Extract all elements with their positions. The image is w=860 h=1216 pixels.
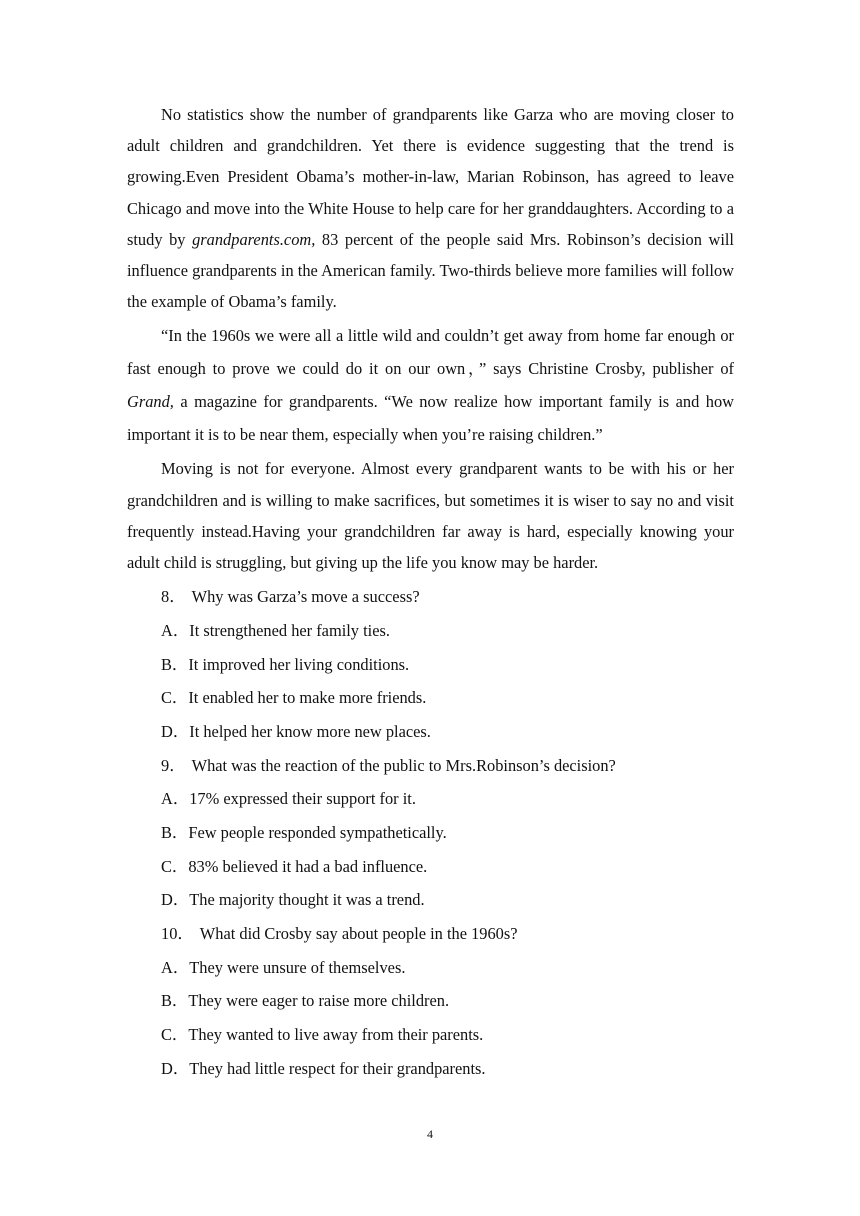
option-9c — [161, 850, 734, 884]
option-text: It strengthened her family ties. — [189, 620, 390, 640]
question-9 — [161, 749, 734, 783]
question-text: What did Crosby say about people in the 1960s? — [199, 924, 518, 944]
paragraph-2 — [127, 319, 734, 451]
option-letter: B． — [161, 654, 189, 674]
option-letter: C． — [161, 1025, 189, 1045]
option-letter: B． — [161, 991, 189, 1011]
paragraph-1-text-b: 83 percent of the people said Mrs. Robinson’s decision will influence grandparents in the American family. Two-thirds believe more families will follow the example of Obama’s family. — [127, 229, 734, 312]
paragraph-3: Moving is not for everyone. Almost every grandparent wants to be with his or her grandchildren and is willing to make sacrifices, but sometimes it is wiser to say no and visit frequently instead.Having your grandchildren far away is hard, especially knowing your adult child is struggling, but giving up the life you know may be harder. — [127, 459, 734, 573]
question-text: What was the reaction of the public to Mrs.Robinson’s decision? — [191, 755, 616, 775]
option-letter: A． — [161, 789, 190, 809]
question-text: Why was Garza’s move a success? — [191, 587, 420, 607]
option-letter: C． — [161, 688, 189, 708]
paragraph-1 — [127, 99, 734, 317]
option-text: The majority thought it was a trend. — [189, 890, 425, 910]
question-10 — [161, 917, 734, 951]
question-number: 9． — [161, 755, 186, 775]
option-10b — [161, 984, 734, 1018]
option-text: It improved her living conditions. — [188, 654, 410, 674]
option-text: They were unsure of themselves. — [189, 957, 406, 977]
option-9d — [161, 883, 734, 917]
option-10a — [161, 951, 734, 985]
option-10d — [161, 1052, 734, 1086]
option-text: 17% expressed their support for it. — [189, 789, 416, 809]
option-8b — [161, 648, 734, 682]
option-8a — [161, 614, 734, 648]
option-letter: A． — [161, 620, 190, 640]
paragraph-1-source: grandparents.com, — [192, 229, 316, 249]
option-letter: C． — [161, 856, 189, 876]
option-text: Few people responded sympathetically. — [188, 823, 447, 843]
question-list — [127, 580, 734, 1085]
option-text: They had little respect for their grandparents. — [189, 1058, 486, 1078]
question-8 — [161, 580, 734, 614]
paragraph-1-text-a: No statistics show the number of grandparents like Garza who are moving closer to adult children and grandchildren. Yet there is evidence suggesting that the trend is growing.Even President Obama’s mother-in-law, Marian Robinson, has agreed to leave Chicago and move into the White House to help care for her granddaughters. According to a study by — [127, 105, 734, 249]
option-text: It enabled her to make more friends. — [188, 688, 427, 708]
option-8d — [161, 715, 734, 749]
document-page — [127, 99, 734, 1086]
option-10c — [161, 1018, 734, 1052]
option-8c — [161, 681, 734, 715]
question-number: 10． — [161, 924, 194, 944]
option-9a — [161, 782, 734, 816]
paragraph-2-text-b: a magazine for grandparents. “We now realize how important family is and how important it is to be near them, especially when you’re raising children.” — [127, 392, 734, 445]
option-letter: B． — [161, 823, 189, 843]
option-text: 83% believed it had a bad influence. — [188, 856, 428, 876]
option-text: They wanted to live away from their parents. — [188, 1025, 484, 1045]
option-letter: D． — [161, 721, 190, 741]
option-letter: A． — [161, 957, 190, 977]
option-letter: D． — [161, 1058, 190, 1078]
option-letter: D． — [161, 890, 190, 910]
paragraph-2-magazine: Grand, — [127, 392, 174, 412]
option-text: They were eager to raise more children. — [188, 991, 450, 1011]
option-9b — [161, 816, 734, 850]
option-text: It helped her know more new places. — [189, 721, 431, 741]
page-number: 4 — [427, 1127, 433, 1141]
paragraph-2-text-a: “In the 1960s we were all a little wild and couldn’t get away from home far enough or fast enough to prove we could do it on our own，” says Christine Crosby, publisher of — [127, 326, 734, 379]
question-number: 8． — [161, 587, 186, 607]
